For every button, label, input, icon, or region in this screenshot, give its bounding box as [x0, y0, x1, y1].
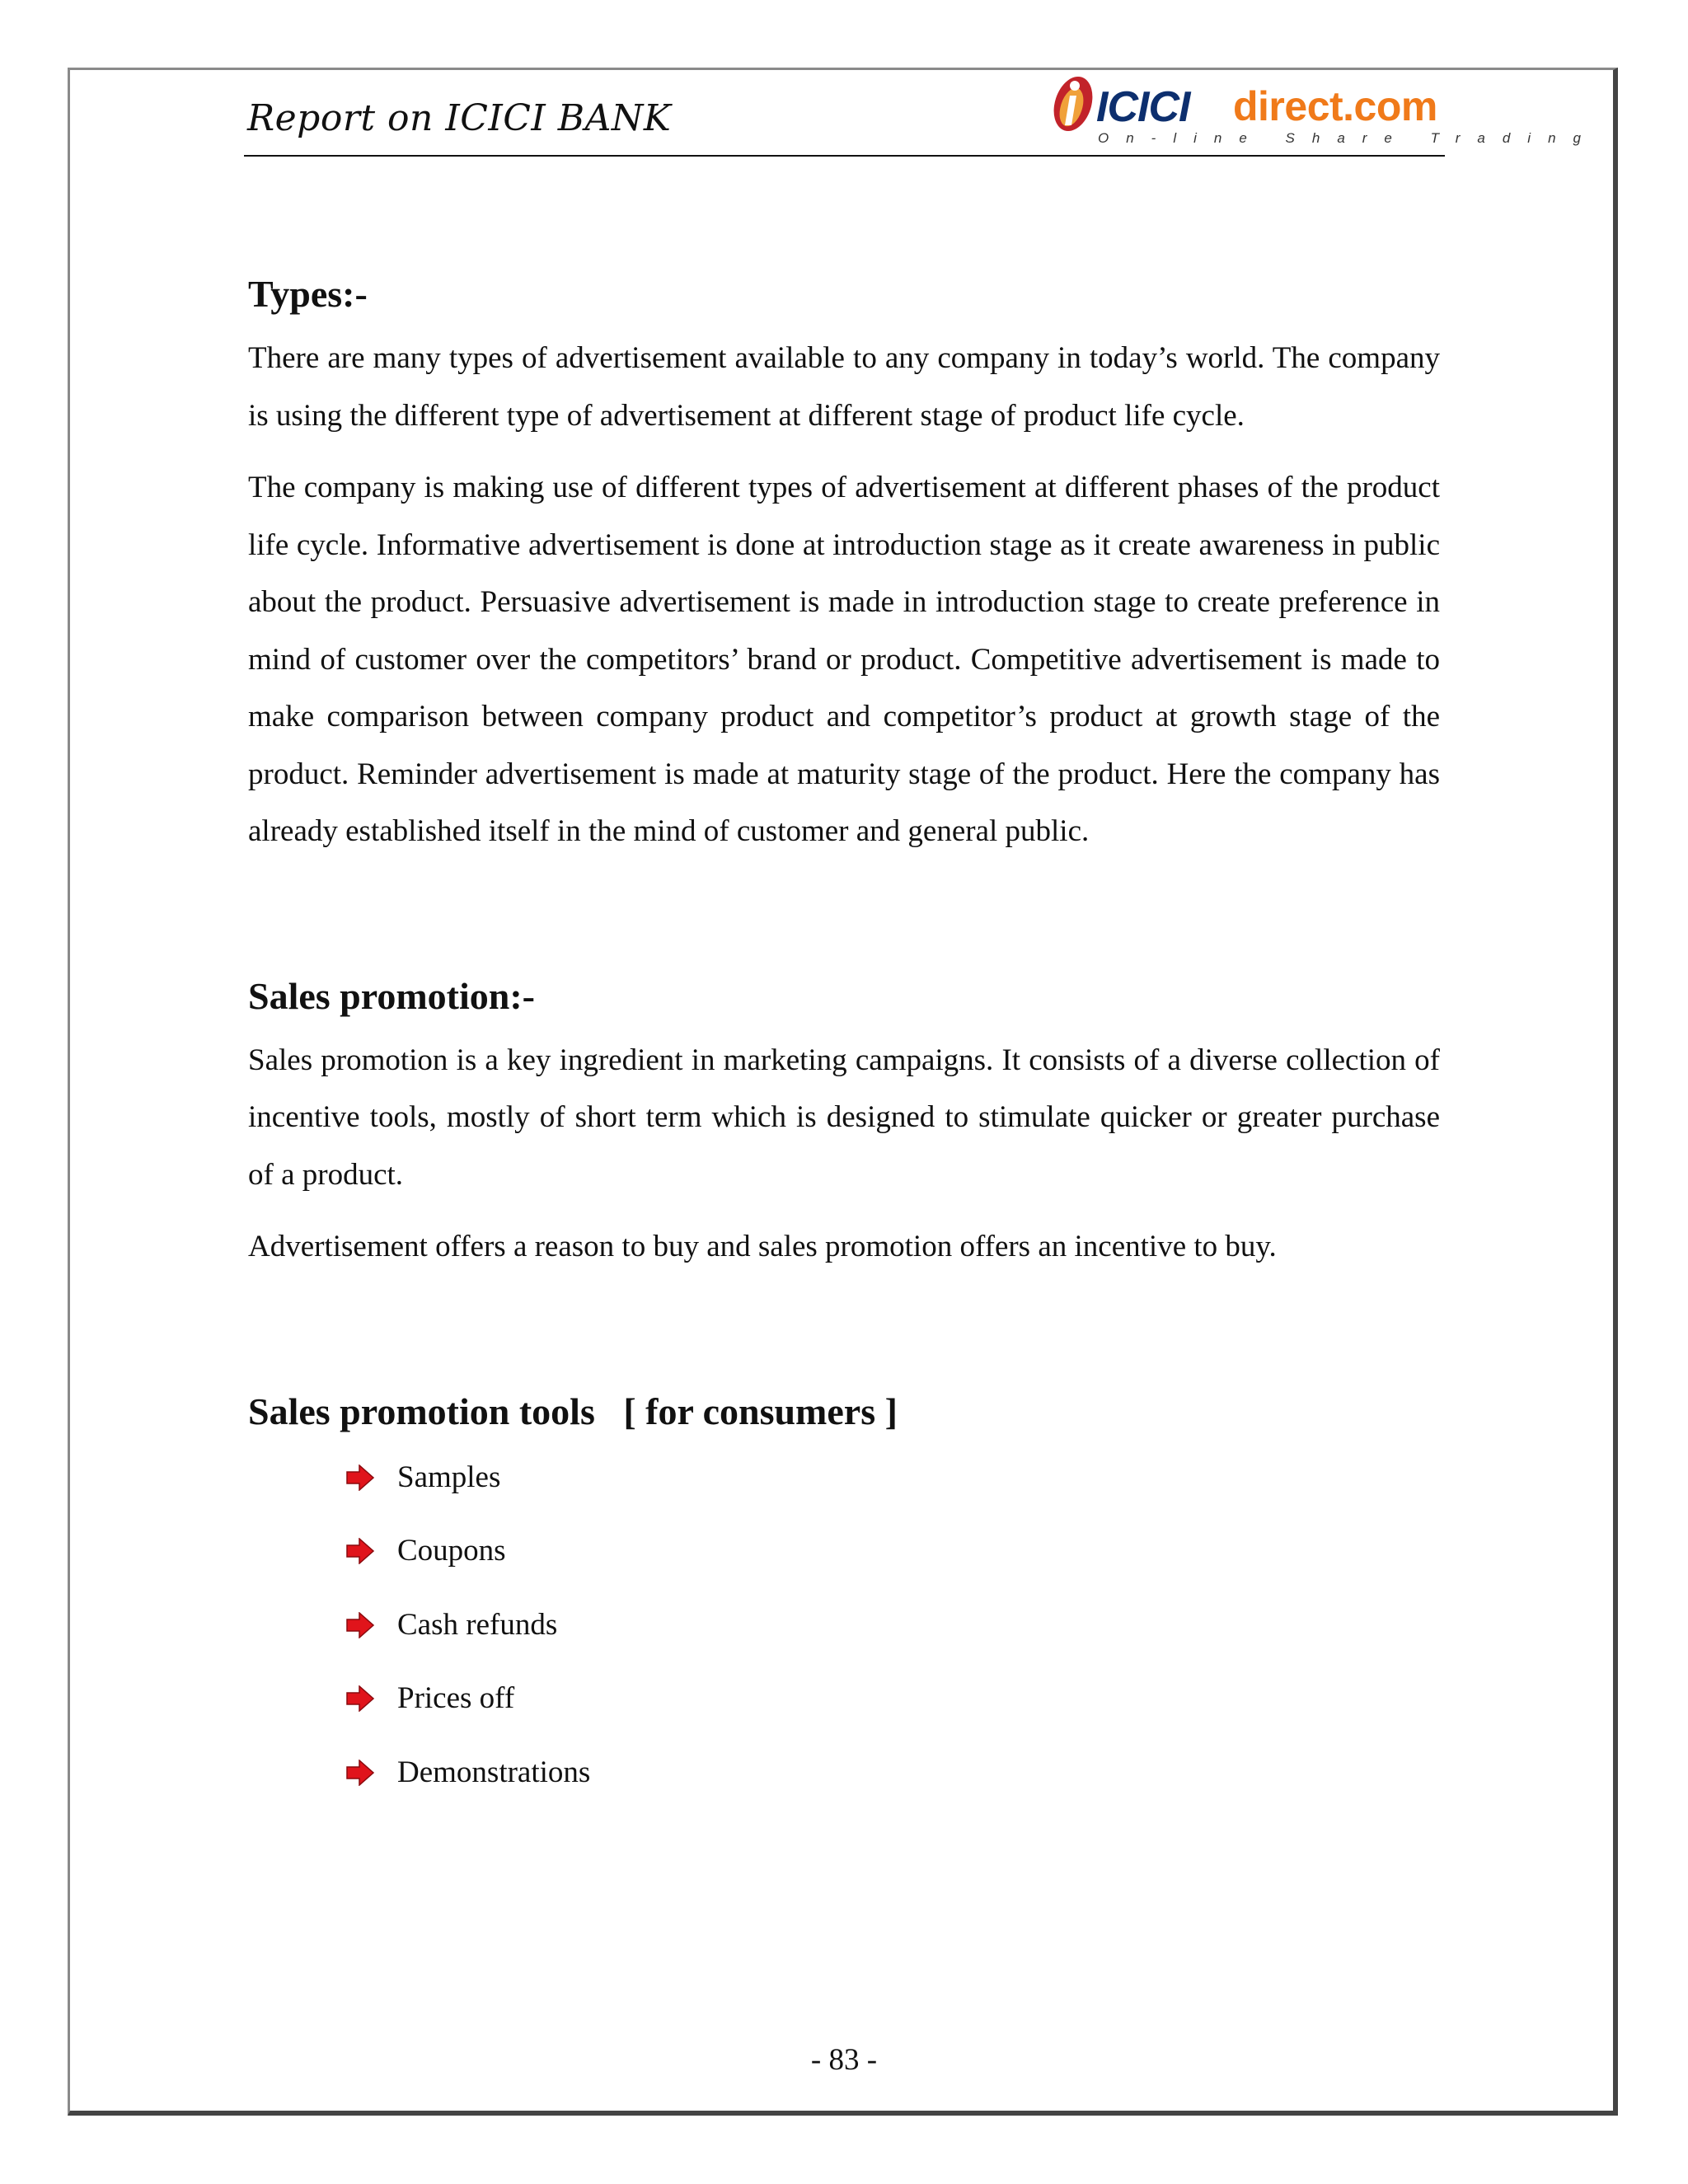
types-paragraph-2: The company is making use of different types of advertisement at different phases of the product life cycle. Informative advertisement is done at introduction stage as it create awareness in public about the product. Persuasive advertisement is made in introduction stage to create preference in mind of customer over the competitors’ brand or product. Competitive advertisement is made to make comparison between company product and competitor’s product at growth stage of the product. Reminder advertisement is made at maturity stage of the product. Here the company has already established itself in the mind of customer and general public.: [248, 471, 1440, 848]
list-item-label: Cash refunds: [397, 1607, 558, 1642]
header-divider: [244, 155, 1445, 157]
report-title: Report on ICICI BANK: [247, 97, 672, 139]
consumer-tools-list: [248, 1453, 1440, 1822]
list-item-label: Samples: [397, 1460, 501, 1494]
list-item-label: Coupons: [397, 1534, 506, 1568]
list-item: [248, 1601, 1440, 1675]
list-item: [248, 1748, 1440, 1822]
page-number: - 83 -: [810, 2043, 878, 2077]
types-paragraph-1: There are many types of advertisement available to any company in today’s world. The company is using the different type of advertisement at different stage of product life cycle.: [248, 341, 1440, 433]
logo-brand-secondary: direct.com: [1233, 83, 1437, 129]
page-content: [248, 272, 1440, 1821]
list-item-label: Demonstrations: [397, 1755, 591, 1789]
red-arrow-bullet-icon: [345, 1538, 375, 1564]
red-arrow-bullet-icon: [345, 1685, 375, 1712]
list-item: [248, 1526, 1440, 1601]
red-arrow-bullet-icon: [345, 1612, 375, 1638]
sales-promotion-paragraph-2: Advertisement offers a reason to buy and sales promotion offers an incentive to buy.: [248, 1230, 1277, 1263]
list-item: [248, 1674, 1440, 1748]
list-item: [248, 1453, 1440, 1527]
logo-brand-primary: ICICI: [1096, 83, 1190, 131]
icici-direct-logo: [1045, 71, 1598, 153]
list-item-label: Prices off: [397, 1681, 515, 1715]
section-heading-sales-promotion-tools: Sales promotion tools [ for consumers ]: [248, 1390, 898, 1432]
section-heading-sales-promotion: Sales promotion:-: [248, 974, 535, 1017]
icici-logo-mark-icon: [1045, 71, 1098, 137]
red-arrow-bullet-icon: [345, 1760, 375, 1786]
section-heading-types: Types:-: [248, 273, 368, 315]
red-arrow-bullet-icon: [345, 1465, 375, 1491]
sales-promotion-paragraph-1: Sales promotion is a key ingredient in marketing campaigns. It consists of a diverse collection of incentive tools, mostly of short term which is designed to stimulate quicker or greater purchase of a product.: [248, 1043, 1440, 1192]
logo-tagline: On-line Share Trading: [1098, 130, 1598, 146]
